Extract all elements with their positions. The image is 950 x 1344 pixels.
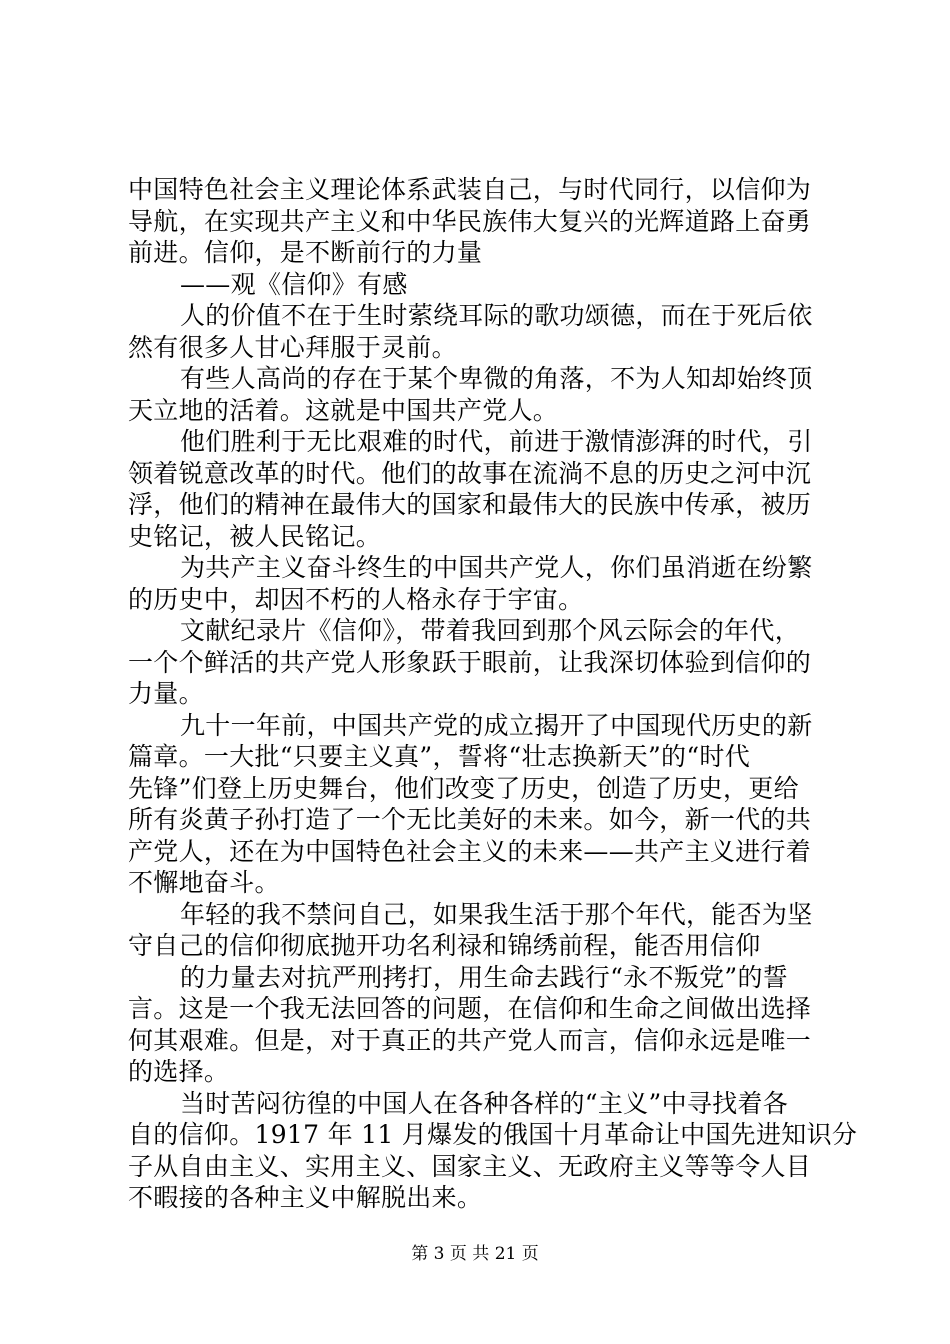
document-body [128, 174, 858, 1214]
text-line: 的力量去对抗严刑拷打，用生命去践行“永不叛党”的誓 [180, 962, 789, 992]
text-line: 领着锐意改革的时代。他们的故事在流淌不息的历史之河中沉 [128, 458, 812, 488]
text-line: 篇章。一大批“只要主义真”，誓将“壮志换新天”的“时代 [128, 742, 751, 771]
page-footer [0, 1243, 950, 1265]
text-line: 文献纪录片《信仰》，带着我回到那个风云际会的年代， [180, 616, 801, 645]
text-line: 然有很多人甘心拜服于灵前。 [128, 332, 457, 362]
text-line: 导航，在实现共产主义和中华民族伟大复兴的光辉道路上奋勇 [128, 206, 812, 236]
text-line: 有些人高尚的存在于某个卑微的角落，不为人知却始终顶 [180, 364, 813, 393]
text-line: 九十一年前，中国共产党的成立揭开了中国现代历史的新 [180, 710, 813, 740]
text-line: 人的价值不在于生时萦绕耳际的歌功颂德，而在于死后依 [180, 301, 813, 330]
text-line: 的历史中，却因不朽的人格永存于宇宙。 [128, 584, 584, 614]
text-line: 浮，他们的精神在最伟大的国家和最伟大的民族中传承，被历 [128, 490, 812, 519]
text-line: 当时苦闷彷徨的中国人在各种各样的“主义”中寻找着各 [180, 1088, 789, 1118]
text-line: 一个个鲜活的共产党人形象跃于眼前，让我深切体验到信仰的 [128, 647, 812, 677]
text-line: 子从自由主义、实用主义、国家主义、无政府主义等等令人目 [128, 1151, 812, 1181]
text-line: 不懈地奋斗。 [128, 868, 280, 897]
text-line: 天立地的活着。这就是中国共产党人。 [128, 395, 559, 425]
text-line: 守自己的信仰彻底抛开功名利禄和锦绣前程，能否用信仰 [128, 931, 761, 960]
text-line: 先锋”们登上历史舞台，他们改变了历史，创造了历史，更给 [128, 773, 799, 803]
text-line: 中国特色社会主义理论体系武装自己，与时代同行，以信仰为 [128, 175, 812, 204]
text-line: 史铭记，被人民铭记。 [128, 521, 382, 551]
text-line: 前进。信仰，是不断前行的力量 [128, 238, 483, 267]
text-line: 产党人，还在为中国特色社会主义的未来——共产主义进行着 [128, 836, 812, 866]
text-line: 不暇接的各种主义中解脱出来。 [128, 1183, 483, 1212]
text-line: 自的信仰。1917 年 11 月爆发的俄国十月革命让中国先进知识分 [128, 1120, 858, 1149]
text-line: 所有炎黄子孙打造了一个无比美好的未来。如今，新一代的共 [128, 805, 812, 834]
text-line: 年轻的我不禁问自己，如果我生活于那个年代，能否为坚 [180, 899, 813, 929]
text-line: 何其艰难。但是，对于真正的共产党人而言，信仰永远是唯一 [128, 1025, 812, 1055]
page-number-label: 第 3 页 共 21 页 [411, 1244, 539, 1264]
text-line: ——观《信仰》有感 [180, 269, 408, 299]
text-line: 力量。 [128, 679, 204, 708]
text-line: 的选择。 [128, 1057, 230, 1086]
text-line: 为共产主义奋斗终生的中国共产党人，你们虽消逝在纷繁 [180, 553, 813, 582]
text-line: 言。这是一个我无法回答的问题，在信仰和生命之间做出选择 [128, 994, 812, 1023]
text-line: 他们胜利于无比艰难的时代，前进于激情澎湃的时代，引 [180, 427, 813, 456]
